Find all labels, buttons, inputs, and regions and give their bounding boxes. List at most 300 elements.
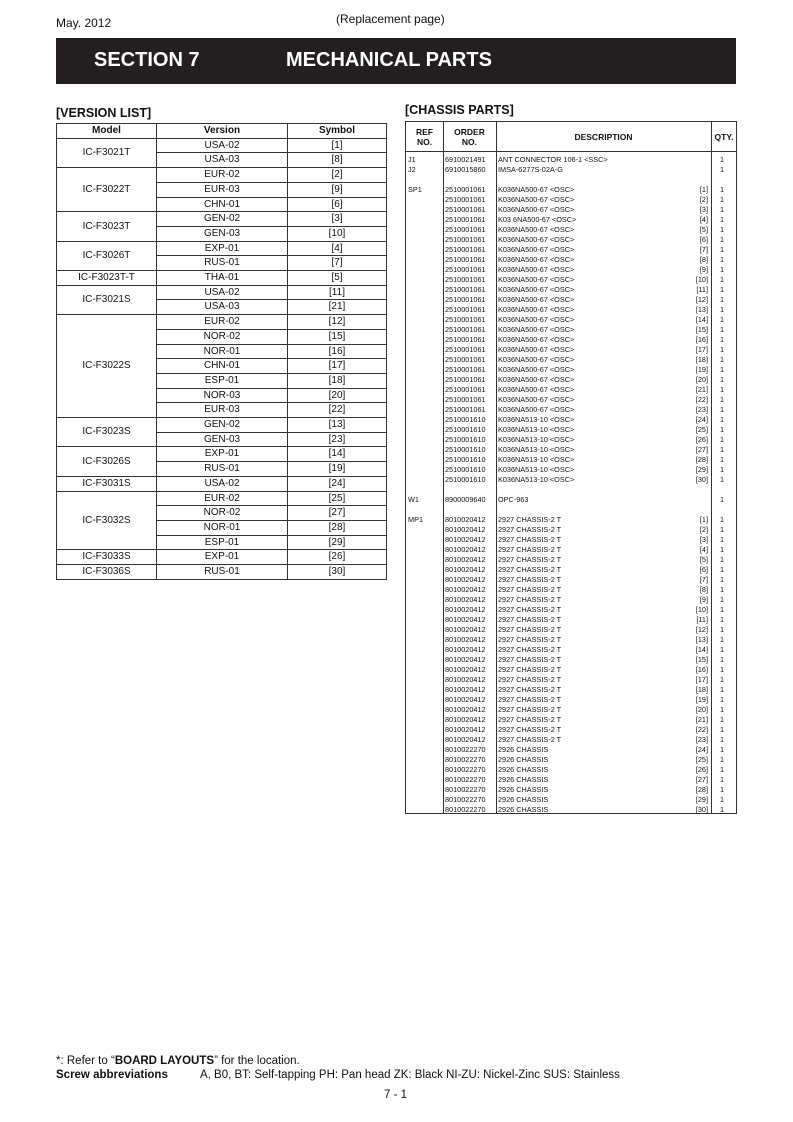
symbol-cell: [24] (288, 476, 387, 491)
table-row (406, 555, 736, 565)
qty-cell: 1 (719, 795, 724, 804)
version-cell: USA-02 (157, 138, 288, 153)
description-cell: 2926 CHASSIS (498, 785, 549, 794)
symbol-cell: [19] (288, 462, 387, 477)
symbol-cell: [25] (695, 425, 708, 434)
symbol-cell: [12] (695, 625, 708, 634)
qty-cell: 1 (719, 275, 724, 284)
model-cell: IC-F3026S (57, 447, 157, 476)
order-cell: 2510001061 (445, 295, 486, 304)
order-cell: 8900009640 (445, 495, 486, 504)
symbol-cell: [28] (288, 520, 387, 535)
table-row (406, 735, 736, 745)
qty-cell: 1 (719, 245, 724, 254)
description-cell: K036NA500-67 <OSC> (498, 345, 575, 354)
order-cell: 2510001610 (445, 415, 486, 424)
qty-cell: 1 (719, 235, 724, 244)
symbol-cell: [21] (695, 385, 708, 394)
description-cell: K036NA513-10 <OSC> (498, 425, 575, 434)
symbol-cell: [12] (695, 295, 708, 304)
version-cell: GEN-03 (157, 226, 288, 241)
description-cell: K036NA500-67 <OSC> (498, 285, 575, 294)
table-row (406, 765, 736, 775)
table-row (406, 545, 736, 555)
symbol-cell: [22] (695, 725, 708, 734)
symbol-cell: [13] (288, 418, 387, 433)
description-cell: 2927 CHASSIS-2 T (498, 595, 562, 604)
table-row (406, 185, 736, 195)
qty-cell: 1 (719, 405, 724, 414)
table-row (406, 465, 736, 475)
description-cell: 2927 CHASSIS-2 T (498, 645, 562, 654)
version-cell: NOR-02 (157, 329, 288, 344)
symbol-cell: [25] (695, 755, 708, 764)
order-cell: 2510001061 (445, 235, 486, 244)
chassis-parts-header (406, 122, 736, 152)
version-list-table (56, 123, 386, 580)
model-cell: IC-F3032S (57, 491, 157, 550)
order-cell: 2510001061 (445, 335, 486, 344)
symbol-cell: [4] (288, 241, 387, 256)
symbol-cell: [12] (288, 315, 387, 330)
version-cell: EUR-02 (157, 315, 288, 330)
description-cell: OPC-963 (498, 495, 529, 504)
description-cell: 2926 CHASSIS (498, 795, 549, 804)
description-cell: ANT CONNECTOR 106-1 <SSC> (498, 155, 608, 164)
table-row (406, 435, 736, 445)
symbol-cell: [7] (288, 256, 387, 271)
symbol-cell: [7] (699, 245, 708, 254)
symbol-cell: [4] (699, 545, 708, 554)
order-cell: 8010022270 (445, 795, 486, 804)
table-row (406, 585, 736, 595)
qty-cell: 1 (719, 495, 724, 504)
qty-cell: 1 (719, 545, 724, 554)
footnote-bold: BOARD LAYOUTS (114, 1055, 215, 1067)
column-header-ref: REF NO. (416, 126, 433, 147)
qty-cell: 1 (719, 195, 724, 204)
description-cell: 2927 CHASSIS-2 T (498, 685, 562, 694)
description-cell: K036NA513-10 <OSC> (498, 465, 575, 474)
table-row (406, 205, 736, 215)
table-row (406, 595, 736, 605)
symbol-cell: [21] (695, 715, 708, 724)
order-cell: 2510001061 (445, 375, 486, 384)
model-cell: IC-F3033S (57, 550, 157, 565)
qty-cell: 1 (719, 605, 724, 614)
order-cell: 8010020412 (445, 625, 486, 634)
qty-cell: 1 (719, 435, 724, 444)
symbol-cell: [20] (288, 388, 387, 403)
table-row (406, 265, 736, 275)
description-cell: K036NA500-67 <OSC> (498, 255, 575, 264)
qty-cell: 1 (719, 465, 724, 474)
symbol-cell: [10] (695, 605, 708, 614)
table-row (406, 375, 736, 385)
symbol-cell: [11] (696, 285, 708, 294)
qty-cell: 1 (719, 755, 724, 764)
order-cell: 8010020412 (445, 605, 486, 614)
description-cell: K036NA500-67 <OSC> (498, 295, 575, 304)
model-cell: IC-F3022T (57, 168, 157, 212)
table-row (406, 195, 736, 205)
chassis-parts-rows (406, 155, 736, 815)
symbol-cell: [18] (695, 685, 708, 694)
table-row (406, 295, 736, 305)
symbol-cell: [25] (288, 491, 387, 506)
description-cell: 2926 CHASSIS (498, 765, 549, 774)
table-row (406, 715, 736, 725)
description-cell: K036NA500-67 <OSC> (498, 265, 575, 274)
symbol-cell: [28] (695, 785, 708, 794)
ref-cell: J2 (408, 165, 416, 174)
table-row (406, 805, 736, 815)
version-cell: CHN-01 (157, 197, 288, 212)
symbol-cell: [5] (288, 271, 387, 286)
order-cell: 8010022270 (445, 755, 486, 764)
column-header-order: ORDER NO. (454, 126, 485, 147)
symbol-cell: [9] (699, 595, 708, 604)
table-row (406, 445, 736, 455)
qty-cell: 1 (719, 285, 724, 294)
table-row (57, 241, 387, 256)
qty-cell: 1 (719, 565, 724, 574)
table-row (406, 165, 736, 175)
table-row (406, 405, 736, 415)
version-cell: NOR-03 (157, 388, 288, 403)
description-cell: K036NA500-67 <OSC> (498, 235, 575, 244)
symbol-cell: [16] (288, 344, 387, 359)
column-header-version: Version (157, 124, 288, 139)
table-row (406, 385, 736, 395)
table-row (406, 695, 736, 705)
order-cell: 2510001610 (445, 435, 486, 444)
qty-cell: 1 (719, 615, 724, 624)
description-cell: K036NA500-67 <OSC> (498, 365, 575, 374)
qty-cell: 1 (719, 445, 724, 454)
symbol-cell: [5] (699, 555, 708, 564)
table-row (406, 175, 736, 185)
table-row (57, 285, 387, 300)
order-cell: 8010020412 (445, 565, 486, 574)
version-cell: NOR-01 (157, 344, 288, 359)
symbol-cell: [1] (288, 138, 387, 153)
model-cell: IC-F3036S (57, 565, 157, 580)
table-row (406, 485, 736, 495)
table-row (406, 755, 736, 765)
order-cell: 2510001061 (445, 355, 486, 364)
description-cell: 2927 CHASSIS-2 T (498, 665, 562, 674)
symbol-cell: [29] (288, 535, 387, 550)
qty-cell: 1 (719, 305, 724, 314)
description-cell: 2927 CHASSIS-2 T (498, 525, 562, 534)
description-cell: 2927 CHASSIS-2 T (498, 515, 562, 524)
model-cell: IC-F3023T-T (57, 271, 157, 286)
chassis-parts-heading: [CHASSIS PARTS] (405, 103, 514, 117)
ref-cell: SP1 (408, 185, 422, 194)
screw-abbreviations-label: Screw abbreviations (56, 1069, 168, 1081)
symbol-cell: [1] (699, 185, 708, 194)
replacement-note: (Replacement page) (336, 12, 445, 26)
table-row (406, 315, 736, 325)
table-row (406, 565, 736, 575)
table-row (406, 475, 736, 485)
description-cell: K036NA500-67 <OSC> (498, 205, 575, 214)
description-cell: K036NA500-67 <OSC> (498, 405, 575, 414)
order-cell: 8010020412 (445, 725, 486, 734)
table-row (406, 225, 736, 235)
description-cell: 2927 CHASSIS-2 T (498, 585, 562, 594)
version-cell: GEN-03 (157, 432, 288, 447)
symbol-cell: [2] (288, 168, 387, 183)
symbol-cell: [13] (695, 305, 708, 314)
symbol-cell: [9] (288, 182, 387, 197)
table-row (406, 795, 736, 805)
symbol-cell: [26] (695, 765, 708, 774)
table-row (406, 635, 736, 645)
table-row (406, 395, 736, 405)
table-row (406, 665, 736, 675)
order-cell: 8010020412 (445, 645, 486, 654)
table-row (406, 275, 736, 285)
symbol-cell: [10] (288, 226, 387, 241)
symbol-cell: [6] (699, 565, 708, 574)
order-cell: 8010020412 (445, 555, 486, 564)
symbol-cell: [21] (288, 300, 387, 315)
order-cell: 2510001061 (445, 285, 486, 294)
description-cell: 2927 CHASSIS-2 T (498, 635, 562, 644)
symbol-cell: [22] (288, 403, 387, 418)
order-cell: 8010020412 (445, 665, 486, 674)
order-cell: 8010020412 (445, 675, 486, 684)
qty-cell: 1 (719, 315, 724, 324)
qty-cell: 1 (719, 535, 724, 544)
qty-cell: 1 (719, 325, 724, 334)
table-row (406, 415, 736, 425)
symbol-cell: [23] (695, 405, 708, 414)
qty-cell: 1 (719, 745, 724, 754)
table-row (406, 785, 736, 795)
qty-cell: 1 (719, 775, 724, 784)
table-row (57, 271, 387, 286)
description-cell: 2927 CHASSIS-2 T (498, 735, 562, 744)
symbol-cell: [10] (695, 275, 708, 284)
qty-cell: 1 (719, 685, 724, 694)
table-row (406, 525, 736, 535)
table-row (406, 505, 736, 515)
qty-cell: 1 (719, 455, 724, 464)
symbol-cell: [30] (695, 805, 708, 814)
order-cell: 2510001061 (445, 225, 486, 234)
order-cell: 2510001061 (445, 255, 486, 264)
qty-cell: 1 (719, 205, 724, 214)
description-cell: K036NA513-10 <OSC> (498, 475, 575, 484)
order-cell: 2510001061 (445, 205, 486, 214)
symbol-cell: [15] (695, 655, 708, 664)
model-cell: IC-F3026T (57, 241, 157, 270)
description-cell: 2926 CHASSIS (498, 805, 549, 814)
table-row (406, 685, 736, 695)
table-row (406, 605, 736, 615)
description-cell: 2927 CHASSIS-2 T (498, 615, 562, 624)
order-cell: 2510001061 (445, 245, 486, 254)
description-cell: IMSA-6277S-02A-G (498, 165, 563, 174)
symbol-cell: [1] (699, 515, 708, 524)
symbol-cell: [15] (695, 325, 708, 334)
description-cell: K036NA513-10 <OSC> (498, 455, 575, 464)
version-list-heading: [VERSION LIST] (56, 106, 152, 120)
symbol-cell: [2] (699, 525, 708, 534)
description-cell: K036NA513-10 <OSC> (498, 445, 575, 454)
ref-cell: MP1 (408, 515, 424, 524)
order-cell: 2510001061 (445, 275, 486, 284)
order-cell: 2510001061 (445, 345, 486, 354)
symbol-cell: [17] (288, 359, 387, 374)
qty-cell: 1 (719, 765, 724, 774)
table-row (406, 645, 736, 655)
symbol-cell: [26] (288, 550, 387, 565)
description-cell: K036NA513-10 <OSC> (498, 415, 575, 424)
description-cell: 2926 CHASSIS (498, 755, 549, 764)
symbol-cell: [7] (699, 575, 708, 584)
description-cell: 2927 CHASSIS-2 T (498, 565, 562, 574)
order-cell: 8010020412 (445, 695, 486, 704)
version-cell: EXP-01 (157, 241, 288, 256)
table-row (57, 418, 387, 433)
order-cell: 2510001061 (445, 405, 486, 414)
description-cell: 2927 CHASSIS-2 T (498, 705, 562, 714)
symbol-cell: [13] (695, 635, 708, 644)
qty-cell: 1 (719, 515, 724, 524)
description-cell: K036NA500-67 <OSC> (498, 335, 575, 344)
model-cell: IC-F3031S (57, 476, 157, 491)
order-cell: 8010020412 (445, 635, 486, 644)
description-cell: K036NA500-67 <OSC> (498, 375, 575, 384)
symbol-cell: [17] (695, 675, 708, 684)
symbol-cell: [8] (699, 255, 708, 264)
version-cell: USA-02 (157, 285, 288, 300)
description-cell: K036NA500-67 <OSC> (498, 325, 575, 334)
qty-cell: 1 (719, 575, 724, 584)
version-cell: RUS-01 (157, 256, 288, 271)
description-cell: K036NA500-67 <OSC> (498, 245, 575, 254)
table-row (406, 575, 736, 585)
table-row (57, 315, 387, 330)
qty-cell: 1 (719, 475, 724, 484)
order-cell: 8010020412 (445, 615, 486, 624)
order-cell: 8010020412 (445, 515, 486, 524)
order-cell: 8010020412 (445, 735, 486, 744)
description-cell: 2927 CHASSIS-2 T (498, 695, 562, 704)
order-cell: 2510001061 (445, 305, 486, 314)
symbol-cell: [16] (695, 665, 708, 674)
symbol-cell: [14] (695, 645, 708, 654)
symbol-cell: [3] (288, 212, 387, 227)
table-row (406, 495, 736, 505)
table-row (406, 455, 736, 465)
table-row (57, 138, 387, 153)
model-cell: IC-F3021S (57, 285, 157, 314)
version-cell: GEN-02 (157, 212, 288, 227)
chassis-parts-table (405, 121, 737, 814)
version-cell: NOR-02 (157, 506, 288, 521)
order-cell: 8010020412 (445, 685, 486, 694)
model-cell: IC-F3022S (57, 315, 157, 418)
description-cell: 2927 CHASSIS-2 T (498, 575, 562, 584)
footnote-suffix: ” for the location. (214, 1055, 300, 1067)
description-cell: 2927 CHASSIS-2 T (498, 655, 562, 664)
version-cell: EUR-03 (157, 182, 288, 197)
order-cell: 2510001061 (445, 395, 486, 404)
order-cell: 2510001061 (445, 195, 486, 204)
symbol-cell: [29] (695, 465, 708, 474)
column-header-symbol: Symbol (288, 124, 387, 139)
version-cell: USA-03 (157, 300, 288, 315)
qty-cell: 1 (719, 415, 724, 424)
description-cell: K036NA500-67 <OSC> (498, 195, 575, 204)
table-row (406, 425, 736, 435)
column-header-description: DESCRIPTION (574, 131, 633, 142)
table-row (406, 345, 736, 355)
qty-cell: 1 (719, 735, 724, 744)
qty-cell: 1 (719, 595, 724, 604)
qty-cell: 1 (719, 215, 724, 224)
table-row (406, 335, 736, 345)
symbol-cell: [18] (288, 373, 387, 388)
version-cell: CHN-01 (157, 359, 288, 374)
qty-cell: 1 (719, 345, 724, 354)
qty-cell: 1 (719, 705, 724, 714)
description-cell: 2927 CHASSIS-2 T (498, 725, 562, 734)
symbol-cell: [19] (695, 695, 708, 704)
symbol-cell: [28] (695, 455, 708, 464)
symbol-cell: [8] (288, 153, 387, 168)
description-cell: 2926 CHASSIS (498, 745, 549, 754)
qty-cell: 1 (719, 185, 724, 194)
table-row (406, 285, 736, 295)
qty-cell: 1 (719, 585, 724, 594)
qty-cell: 1 (719, 265, 724, 274)
qty-cell: 1 (719, 355, 724, 364)
version-cell: THA-01 (157, 271, 288, 286)
qty-cell: 1 (719, 645, 724, 654)
qty-cell: 1 (719, 255, 724, 264)
order-cell: 2510001061 (445, 215, 486, 224)
symbol-cell: [4] (699, 215, 708, 224)
order-cell: 2510001610 (445, 445, 486, 454)
qty-cell: 1 (719, 715, 724, 724)
qty-cell: 1 (719, 225, 724, 234)
symbol-cell: [9] (699, 265, 708, 274)
qty-cell: 1 (719, 375, 724, 384)
description-cell: K036NA500-67 <OSC> (498, 225, 575, 234)
version-cell: EUR-02 (157, 168, 288, 183)
symbol-cell: [5] (699, 225, 708, 234)
version-cell: USA-03 (157, 153, 288, 168)
column-header-qty: QTY. (714, 131, 734, 142)
order-cell: 2510001061 (445, 385, 486, 394)
description-cell: K036NA500-67 <OSC> (498, 185, 575, 194)
version-cell: NOR-01 (157, 520, 288, 535)
qty-cell: 1 (719, 655, 724, 664)
description-cell: 2927 CHASSIS-2 T (498, 535, 562, 544)
qty-cell: 1 (719, 725, 724, 734)
description-cell: K03 6NA500-67 <OSC> (498, 215, 577, 224)
description-cell: 2927 CHASSIS-2 T (498, 715, 562, 724)
symbol-cell: [8] (699, 585, 708, 594)
order-cell: 2510001061 (445, 325, 486, 334)
symbol-cell: [22] (695, 395, 708, 404)
